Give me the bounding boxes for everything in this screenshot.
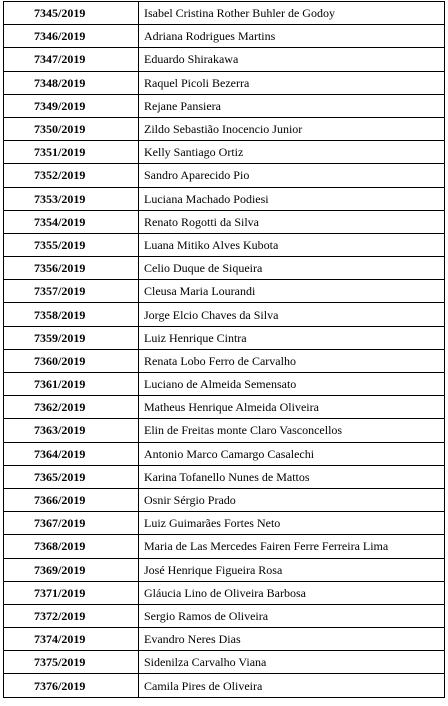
person-name: José Henrique Figueira Rosa xyxy=(139,558,445,581)
table-row xyxy=(4,326,445,349)
person-name: Renata Lobo Ferro de Carvalho xyxy=(139,349,445,372)
record-number: 7362/2019 xyxy=(4,396,139,419)
record-number: 7368/2019 xyxy=(4,535,139,558)
table-row xyxy=(4,349,445,372)
record-number: 7365/2019 xyxy=(4,465,139,488)
person-name: Jorge Elcio Chaves da Silva xyxy=(139,303,445,326)
person-name: Cleusa Maria Lourandi xyxy=(139,280,445,303)
table-row xyxy=(4,48,445,71)
record-number: 7372/2019 xyxy=(4,604,139,627)
person-name: Gláucia Lino de Oliveira Barbosa xyxy=(139,581,445,604)
record-number: 7348/2019 xyxy=(4,71,139,94)
table-row xyxy=(4,117,445,140)
table-row xyxy=(4,210,445,233)
record-number: 7346/2019 xyxy=(4,25,139,48)
person-name: Maria de Las Mercedes Fairen Ferre Ferreira Lima xyxy=(139,535,445,558)
record-number: 7351/2019 xyxy=(4,141,139,164)
person-name: Karina Tofanello Nunes de Mattos xyxy=(139,465,445,488)
record-number: 7345/2019 xyxy=(4,2,139,25)
person-name: Sandro Aparecido Pio xyxy=(139,164,445,187)
person-name: Luana Mitiko Alves Kubota xyxy=(139,233,445,256)
table-row xyxy=(4,419,445,442)
table-row xyxy=(4,442,445,465)
person-name: Antonio Marco Camargo Casalechi xyxy=(139,442,445,465)
table-row xyxy=(4,465,445,488)
person-name: Rejane Pansiera xyxy=(139,94,445,117)
record-number: 7347/2019 xyxy=(4,48,139,71)
person-name: Renato Rogotti da Silva xyxy=(139,210,445,233)
record-number: 7361/2019 xyxy=(4,373,139,396)
person-name: Raquel Picoli Bezerra xyxy=(139,71,445,94)
record-number: 7366/2019 xyxy=(4,488,139,511)
table-row xyxy=(4,233,445,256)
table-row xyxy=(4,71,445,94)
table-row xyxy=(4,628,445,651)
person-name: Sergio Ramos de Oliveira xyxy=(139,604,445,627)
person-name: Kelly Santiago Ortiz xyxy=(139,141,445,164)
table-row xyxy=(4,674,445,697)
person-name: Evandro Neres Dias xyxy=(139,628,445,651)
record-number: 7360/2019 xyxy=(4,349,139,372)
table-row xyxy=(4,512,445,535)
table-row xyxy=(4,2,445,25)
table-row xyxy=(4,164,445,187)
table-row xyxy=(4,373,445,396)
record-number: 7371/2019 xyxy=(4,581,139,604)
record-number: 7349/2019 xyxy=(4,94,139,117)
record-number: 7364/2019 xyxy=(4,442,139,465)
table-row xyxy=(4,651,445,674)
record-number: 7355/2019 xyxy=(4,233,139,256)
record-number: 7369/2019 xyxy=(4,558,139,581)
table-row xyxy=(4,25,445,48)
record-number: 7376/2019 xyxy=(4,674,139,697)
table-row xyxy=(4,141,445,164)
table-row xyxy=(4,488,445,511)
person-name: Luiz Henrique Cintra xyxy=(139,326,445,349)
person-name: Zildo Sebastião Inocencio Junior xyxy=(139,117,445,140)
record-number: 7375/2019 xyxy=(4,651,139,674)
record-number: 7358/2019 xyxy=(4,303,139,326)
person-name: Camila Pires de Oliveira xyxy=(139,674,445,697)
record-number: 7352/2019 xyxy=(4,164,139,187)
record-number: 7374/2019 xyxy=(4,628,139,651)
table-row xyxy=(4,581,445,604)
person-name: Eduardo Shirakawa xyxy=(139,48,445,71)
records-table xyxy=(3,1,445,698)
table-row xyxy=(4,94,445,117)
record-number: 7356/2019 xyxy=(4,257,139,280)
person-name: Adriana Rodrigues Martins xyxy=(139,25,445,48)
record-number: 7359/2019 xyxy=(4,326,139,349)
person-name: Luiz Guimarães Fortes Neto xyxy=(139,512,445,535)
person-name: Celio Duque de Siqueira xyxy=(139,257,445,280)
record-number: 7363/2019 xyxy=(4,419,139,442)
record-number: 7354/2019 xyxy=(4,210,139,233)
person-name: Sidenilza Carvalho Viana xyxy=(139,651,445,674)
person-name: Elin de Freitas monte Claro Vasconcellos xyxy=(139,419,445,442)
record-number: 7353/2019 xyxy=(4,187,139,210)
table-row xyxy=(4,558,445,581)
table-row xyxy=(4,535,445,558)
table-row xyxy=(4,396,445,419)
record-number: 7357/2019 xyxy=(4,280,139,303)
table-row xyxy=(4,257,445,280)
person-name: Luciana Machado Podiesi xyxy=(139,187,445,210)
record-number: 7350/2019 xyxy=(4,117,139,140)
record-number: 7367/2019 xyxy=(4,512,139,535)
person-name: Luciano de Almeida Semensato xyxy=(139,373,445,396)
person-name: Matheus Henrique Almeida Oliveira xyxy=(139,396,445,419)
records-table-body xyxy=(4,2,445,698)
person-name: Isabel Cristina Rother Buhler de Godoy xyxy=(139,2,445,25)
person-name: Osnir Sérgio Prado xyxy=(139,488,445,511)
table-row xyxy=(4,187,445,210)
table-row xyxy=(4,280,445,303)
table-row xyxy=(4,303,445,326)
table-row xyxy=(4,604,445,627)
